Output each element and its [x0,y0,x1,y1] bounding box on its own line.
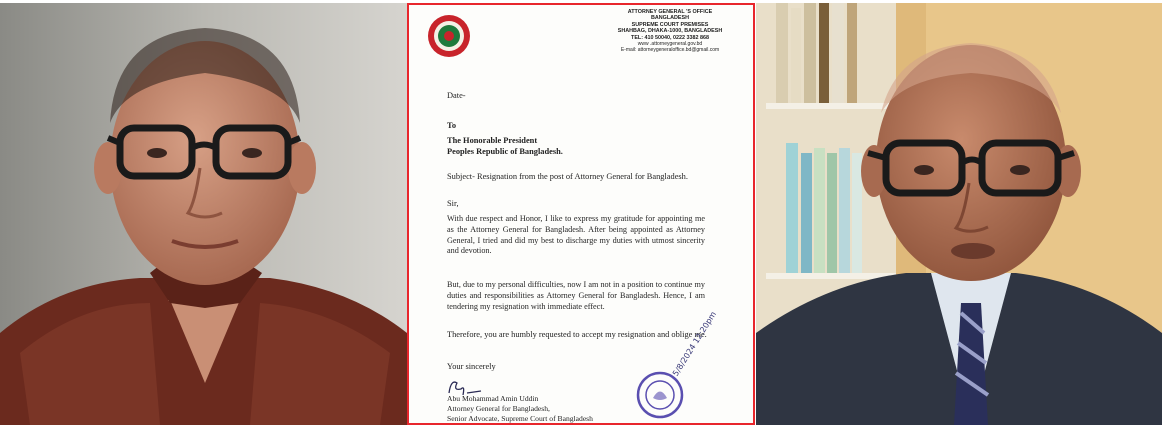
letterhead [595,9,745,54]
portrait-illustration-left [0,3,407,425]
resignation-letter-document [407,3,755,425]
closing: Your sincerely [447,362,496,371]
letterhead-email: E-mail: attorneygeneraloffice.bd@gmail.com [620,47,720,54]
recipient-line-2: Peoples Republic of Bangladesh. [447,147,563,156]
letterhead-web: www .attorneygeneral.gov.bd [637,41,703,48]
salutation: Sir, [447,199,459,208]
letterhead-tel: TEL: 410 50040, 0222 3382 868 [631,34,709,41]
paragraph-resignation: But, due to my personal difficulties, now I am not in a position to continue my duties and responsibilities as Attorney General for Bangladesh. Hence, I am tendering my resignation with immediate effect. [447,280,705,311]
signer-title: Attorney General for Bangladesh, [447,404,550,413]
left-portrait-photo [0,3,407,425]
paragraph-gratitude: With due respect and Honor, I like to express my gratitude for appointing me as the Attorney General for Bangladesh. After being appointed as Attorney General, I tried and did my best to discharge my duties with utmost sincerity and devotion. [447,214,705,256]
handwritten-date-note: 5/8/2024 12:20pm [671,309,719,378]
date-label: Date- [447,91,466,100]
letterhead-office: ATTORNEY GENERAL 'S OFFICE [627,9,713,15]
paragraph-request: Therefore, you are humbly requested to accept my resignation and oblige me. [447,330,707,339]
portrait-illustration-right [756,3,1162,425]
signer-title-2: Senior Advocate, Supreme Court of Bangladesh [447,414,593,423]
subject-line: Subject- Resignation from the post of Attorney General for Bangladesh. [447,172,688,181]
recipient-line-1: The Honorable President [447,136,538,145]
signer-name: Abu Mohammad Amin Uddin [447,394,539,403]
government-seal-icon [427,14,471,58]
to-label: To [447,121,457,130]
letterhead-country: BANGLADESH [650,15,690,22]
right-portrait-photo [756,3,1162,425]
letterhead-premises: SUPREME COURT PREMISES [631,21,709,28]
letterhead-address: SHAHBAG, DHAKA-1000, BANGLADESH [617,28,723,35]
